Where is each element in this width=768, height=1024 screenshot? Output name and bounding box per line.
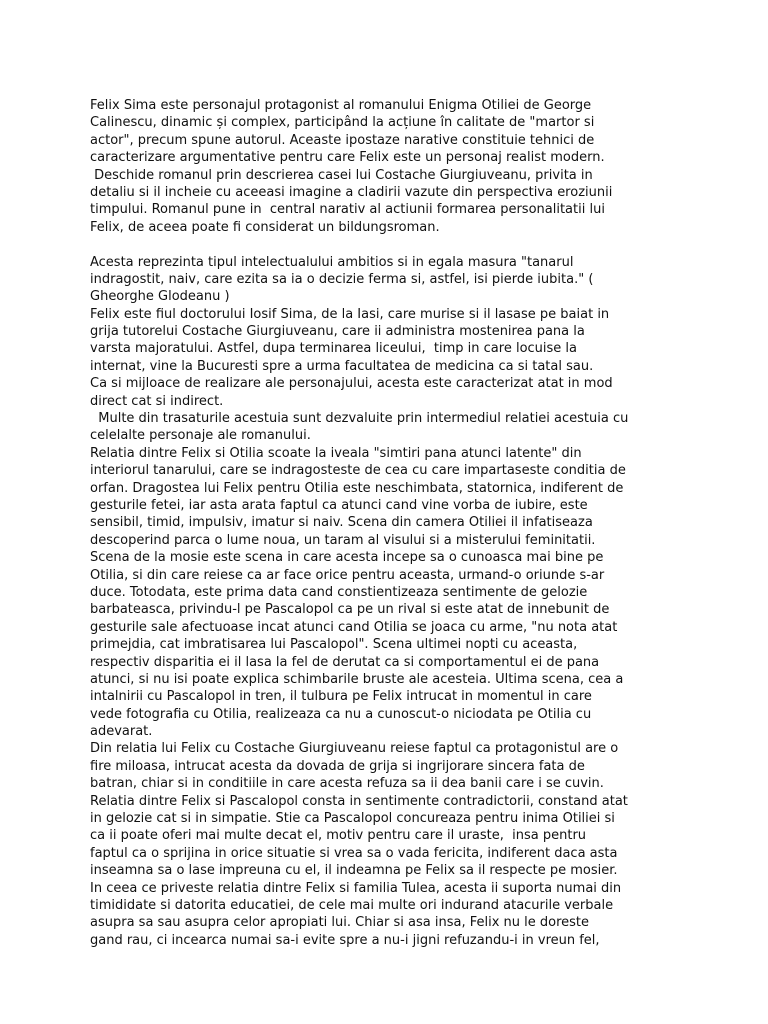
text-line: Relatia dintre Felix si Pascalopol consta in sentimente contradictorii, constand atat (90, 793, 628, 809)
text-line: in gelozie cat si in simpatie. Stie ca Pascalopol concureaza pentru inima Otiliei si (90, 811, 615, 827)
text-line: intalnirii cu Pascalopol in tren, il tulbura pe Felix intrucat in momentul in care (90, 689, 592, 705)
text-line: varsta majoratului. Astfel, dupa terminarea liceului, timp in care locuise la (90, 341, 578, 357)
text-line: asupra sa sau asupra celor apropiati lui. Chiar si asa insa, Felix nu le doreste (90, 915, 590, 931)
text-line: atunci, si nu isi poate explica schimbarile bruste ale acesteia. Ultima scena, cea a (90, 671, 624, 687)
text-line: duce. Totodata, este prima data cand constientizeaza sentimente de gelozie (90, 584, 588, 600)
text-line: Felix, de aceea poate fi considerat un bildungsroman. (90, 219, 440, 235)
text-line: timpului. Romanul pune in central narativ al actiunii formarea personalitatii lui (90, 202, 605, 218)
text-line: In ceea ce priveste relatia dintre Felix si familia Tulea, acesta ii suporta numai din (90, 880, 622, 896)
text-line: Otilia, si din care reiese ca ar face orice pentru aceasta, urmand-o oriunde s-ar (90, 567, 605, 583)
paragraph-gap (90, 236, 740, 253)
document-body (90, 97, 740, 949)
text-line: Relatia dintre Felix si Otilia scoate la iveala "simtiri pana atunci latente" din (90, 445, 582, 461)
text-line: Calinescu, dinamic și complex, participând la acțiune în calitate de "martor si (90, 115, 595, 131)
text-line: respectiv disparitia ei il lasa la fel de derutat ca si comportamentul ei de pana (90, 654, 600, 670)
text-line: vede fotografia cu Otilia, realizeaza ca nu a cunoscut-o niciodata pe Otilia cu (90, 706, 592, 722)
text-line: direct cat si indirect. (90, 393, 224, 409)
text-line: gand rau, ci incearca numai sa-i evite spre a nu-i jigni refuzandu-i in vreun fel, (90, 932, 600, 948)
text-line: faptul ca o sprijina in orice situatie si vrea sa o vada fericita, indiferent daca asta (90, 845, 618, 861)
text-line: sensibil, timid, impulsiv, imatur si naiv. Scena din camera Otiliei il infatiseaza (90, 515, 593, 531)
text-line: orfan. Dragostea lui Felix pentru Otilia este neschimbata, statornica, indiferent de (90, 480, 624, 496)
text-line: Ca si mijloace de realizare ale personajului, acesta este caracterizat atat in mod (90, 376, 613, 392)
text-line: timididate si datorita educatiei, de cele mai multe ori indurand atacurile verbale (90, 897, 614, 913)
text-line: ca ii poate oferi mai multe decat el, motiv pentru care il uraste, insa pentru (90, 828, 587, 844)
text-line: interiorul tanarului, care se indragosteste de cea cu care impartaseste conditia de (90, 463, 626, 479)
text-line: batran, chiar si in conditiile in care acesta refuza sa ii dea banii care i se cuvin. (90, 776, 604, 792)
text-line: descoperind parca o lume noua, un taram al visului si a misterului feminitatii. (90, 532, 596, 548)
text-line: barbateasca, privindu-l pe Pascalopol ca pe un rival si este atat de innebunit de (90, 602, 610, 618)
text-line: Gheorghe Glodeanu ) (90, 289, 230, 305)
text-line: adevarat. (90, 724, 153, 740)
text-line: Felix Sima este personajul protagonist al romanului Enigma Otiliei de George (90, 98, 592, 113)
text-line: primejdia, cat imbratisarea lui Pascalopol". Scena ultimei nopti cu aceasta, (90, 637, 578, 653)
text-line: gesturile fetei, iar asta arata faptul ca atunci cand vine vorba de iubire, este (90, 497, 588, 513)
text-line: Acesta reprezinta tipul intelectualului ambitios si in egala masura "tanarul (90, 254, 574, 270)
text-line: celelalte personaje ale romanului. (90, 428, 311, 444)
text-line: inseamna sa o lase impreuna cu el, il indeamna pe Felix sa il respecte pe mosier. (90, 863, 618, 879)
text-line: indragostit, naiv, care ezita sa ia o decizie ferma si, astfel, isi pierde iubita." ( (90, 271, 594, 287)
text-line: Din relatia lui Felix cu Costache Giurgiuveanu reiese faptul ca protagonistul are o (90, 741, 619, 757)
text-line: Felix este fiul doctorului Iosif Sima, de la Iasi, care murise si il lasase pe baiat in (90, 306, 610, 322)
text-line: actor", precum spune autorul. Aceaste ipostaze narative constituie tehnici de (90, 132, 595, 148)
text-line: gesturile sale afectuoase incat atunci cand Otilia se joaca cu arme, "nu nota atat (90, 619, 618, 635)
text-line: detaliu si il incheie cu aceeasi imagine a cladirii vazute din perspectiva eroziunii (90, 184, 613, 200)
text-line: Deschide romanul prin descrierea casei lui Costache Giurgiuveanu, privita in (90, 167, 593, 183)
text-line: caracterizare argumentative pentru care Felix este un personaj realist modern. (90, 150, 605, 166)
text-line: grija tutorelui Costache Giurgiuveanu, care ii administra mostenirea pana la (90, 324, 585, 340)
text-line: fire miloasa, intrucat acesta da dovada de grija si ingrijorare sincera fata de (90, 758, 585, 774)
text-line: Scena de la mosie este scena in care acesta incepe sa o cunoasca mai bine pe (90, 550, 604, 566)
text-line: internat, vine la Bucuresti spre a urma facultatea de medicina ca si tatal sau. (90, 358, 594, 374)
text-line: Multe din trasaturile acestuia sunt dezvaluite prin intermediul relatiei acestuia cu (90, 411, 629, 427)
